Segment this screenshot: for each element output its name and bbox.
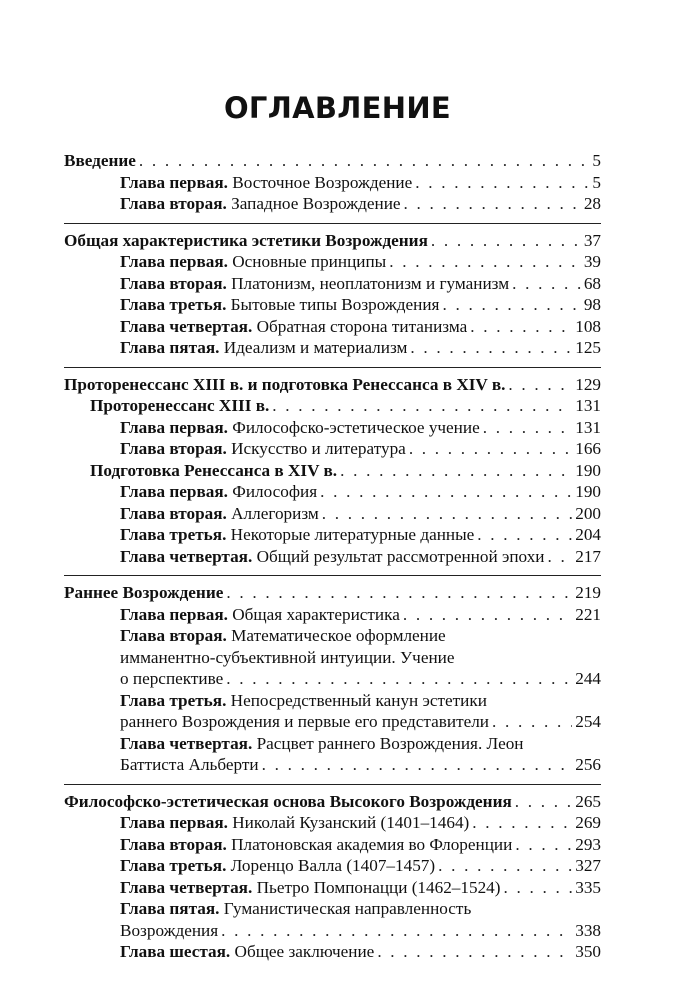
- toc-entry-bold: Глава вторая.: [120, 194, 227, 213]
- toc-page-number: 219: [575, 583, 601, 602]
- toc-entry-line: [64, 754, 601, 776]
- dot-leader: [515, 791, 572, 813]
- toc-entry-line: [64, 230, 601, 252]
- dot-leader: [470, 316, 572, 338]
- toc-page-number: 254: [575, 712, 601, 731]
- toc-entry-line: [64, 898, 601, 920]
- dot-leader: [262, 754, 573, 776]
- toc-page-number: 335: [575, 877, 601, 897]
- toc-entry-line: [64, 791, 601, 813]
- toc-entry-bold: Глава четвертая.: [120, 877, 253, 897]
- table-of-contents: [64, 150, 601, 971]
- toc-entry-bold: Глава третья.: [120, 295, 227, 314]
- toc-entry-label: [90, 460, 337, 482]
- toc-entry-line: [64, 733, 601, 755]
- toc-entry-text: Обратная сторона титанизма: [252, 316, 468, 336]
- toc-entry-label: [120, 877, 501, 899]
- toc-page-number: 166: [575, 439, 601, 458]
- dot-leader: [492, 711, 572, 733]
- toc-entry-line: [64, 690, 601, 712]
- toc-entry-text: Некоторые литературные данные: [226, 525, 475, 544]
- toc-entry-line: [64, 711, 601, 733]
- toc-page-number: 68: [583, 273, 601, 293]
- toc-entry-text: Непосредственный канун эстетики: [226, 690, 487, 710]
- toc-page-number: 129: [575, 374, 601, 394]
- toc-entry-line: [64, 150, 601, 172]
- toc-entry-bold: Глава пятая.: [120, 899, 220, 918]
- toc-entry-bold: Философско-эстетическая основа Высокого Возрождения: [64, 791, 512, 811]
- dot-leader: [483, 417, 573, 439]
- toc-entry-line: [64, 273, 601, 295]
- toc-entry-line: [64, 337, 601, 359]
- toc-entry-label: [120, 546, 545, 568]
- dot-leader: [504, 877, 573, 899]
- toc-entry-bold: Глава третья.: [120, 525, 227, 544]
- toc-page-number: 125: [575, 338, 601, 357]
- dot-leader: [410, 337, 572, 359]
- toc-entry-line: [64, 941, 601, 963]
- toc-entry-label: [120, 438, 406, 460]
- toc-entry-bold: Глава четвертая.: [120, 546, 253, 566]
- toc-entry-label: [64, 150, 136, 172]
- toc-page-number: 221: [575, 604, 601, 624]
- dot-leader: [438, 855, 572, 877]
- toc-page-number: 269: [575, 813, 601, 832]
- toc-entry-line: [64, 294, 601, 316]
- toc-page-number: 338: [575, 920, 601, 940]
- toc-entry-line: [64, 546, 601, 568]
- toc-entry-line: [64, 647, 601, 669]
- toc-entry-text: Общее заключение: [230, 942, 375, 961]
- dot-leader: [477, 524, 572, 546]
- toc-entry-bold: Подготовка Ренессанса в XIV в.: [90, 460, 338, 480]
- toc-entry-text: Гуманистическая направленность: [219, 899, 472, 918]
- toc-entry-label: [64, 791, 512, 813]
- toc-entry-line: [64, 920, 601, 942]
- toc-entry-bold: Общая характеристика эстетики Возрождения: [64, 230, 428, 250]
- toc-page-number: 39: [583, 252, 601, 271]
- toc-entry-bold: Глава первая.: [120, 172, 228, 192]
- toc-entry-label: [64, 230, 428, 252]
- toc-entry-text: Пьетро Помпонацци (1462–1524): [252, 877, 501, 897]
- toc-entry-bold: Проторенессанс XIII в. и подготовка Ренессанса в XIV в.: [64, 374, 506, 394]
- toc-entry-line: [64, 438, 601, 460]
- toc-entry-line: [64, 812, 601, 834]
- toc-page-number: 265: [575, 791, 601, 811]
- dot-leader: [389, 251, 581, 273]
- toc-entry-label: [120, 251, 386, 273]
- toc-entry-continuation: раннего Возрождения и первые его представители: [120, 712, 490, 731]
- toc-page-number: 131: [575, 417, 601, 437]
- toc-entry-bold: Глава вторая.: [120, 439, 227, 458]
- toc-entry-text: Основные принципы: [227, 252, 387, 271]
- toc-entry-label: [120, 711, 489, 733]
- toc-entry-text: Философия: [227, 482, 318, 501]
- toc-entry-continuation: о перспективе: [120, 669, 224, 688]
- toc-section: [64, 367, 601, 576]
- toc-page-number: 256: [575, 755, 601, 774]
- toc-entry-line: [64, 251, 601, 273]
- toc-section: [64, 223, 601, 367]
- dot-leader: [139, 150, 588, 172]
- dot-leader: [512, 273, 581, 295]
- dot-leader: [272, 395, 572, 417]
- toc-entry-continuation: Возрождения: [120, 920, 219, 940]
- toc-entry-bold: Глава шестая.: [120, 942, 231, 961]
- toc-entry-text: Искусство и литература: [226, 439, 406, 458]
- toc-entry-label: [120, 481, 317, 503]
- dot-leader: [226, 582, 572, 604]
- toc-entry-label: [120, 899, 471, 918]
- toc-entry-bold: Глава вторая.: [120, 626, 227, 645]
- toc-entry-bold: Глава вторая.: [120, 503, 227, 523]
- toc-entry-text: Восточное Возрождение: [227, 172, 413, 192]
- toc-page-number: 98: [583, 295, 601, 314]
- toc-entry-line: [64, 855, 601, 877]
- toc-entry-line: [64, 503, 601, 525]
- toc-entry-bold: Глава четвертая.: [120, 316, 253, 336]
- toc-page-number: 37: [583, 230, 601, 250]
- toc-page-number: 5: [592, 172, 601, 192]
- toc-page-number: 28: [583, 194, 601, 213]
- toc-page-number: 108: [575, 316, 601, 336]
- dot-leader: [442, 294, 580, 316]
- toc-entry-label: [120, 172, 412, 194]
- toc-entry-line: [64, 417, 601, 439]
- toc-entry-label: [120, 920, 218, 942]
- toc-entry-line: [64, 193, 601, 215]
- toc-entry-label: [120, 812, 469, 834]
- dot-leader: [226, 668, 572, 690]
- toc-entry-label: [120, 668, 223, 690]
- toc-entry-label: [120, 193, 401, 215]
- toc-entry-label: [120, 294, 439, 316]
- toc-entry-line: [64, 481, 601, 503]
- toc-entry-label: [120, 941, 374, 963]
- toc-entry-label: [120, 316, 467, 338]
- toc-section: [64, 575, 601, 784]
- toc-entry-text: Западное Возрождение: [226, 194, 401, 213]
- toc-entry-text: Идеализм и материализм: [219, 338, 408, 357]
- dot-leader: [377, 941, 572, 963]
- toc-entry-line: [64, 582, 601, 604]
- toc-entry-text: Лоренцо Валла (1407–1457): [226, 856, 436, 875]
- toc-entry-text: Аллегоризм: [226, 503, 319, 523]
- toc-entry-label: [120, 626, 446, 645]
- toc-entry-line: [64, 172, 601, 194]
- toc-entry-text: Математическое оформление: [226, 626, 446, 645]
- toc-entry-label: [120, 834, 512, 856]
- toc-entry-text: Платонизм, неоплатонизм и гуманизм: [226, 273, 510, 293]
- toc-page-number: 190: [575, 460, 601, 480]
- toc-entry-bold: Глава первая.: [120, 252, 228, 271]
- toc-entry-line: [64, 834, 601, 856]
- toc-entry-text: Расцвет раннего Возрождения. Леон: [252, 733, 524, 753]
- toc-entry-bold: Введение: [64, 151, 136, 170]
- toc-entry-bold: Глава третья.: [120, 856, 227, 875]
- dot-leader: [404, 193, 581, 215]
- toc-entry-bold: Глава первая.: [120, 482, 228, 501]
- toc-entry-label: [120, 273, 509, 295]
- toc-entry-bold: Глава вторая.: [120, 273, 227, 293]
- dot-leader: [221, 920, 572, 942]
- toc-page-number: 244: [575, 669, 601, 688]
- toc-entry-line: [64, 668, 601, 690]
- toc-entry-label: [120, 648, 454, 667]
- toc-page-number: 327: [575, 856, 601, 875]
- toc-entry-bold: Глава первая.: [120, 417, 228, 437]
- toc-entry-label: [120, 691, 487, 710]
- toc-page-number: 131: [575, 396, 601, 415]
- toc-page-number: 5: [592, 151, 601, 170]
- dot-leader: [403, 604, 572, 626]
- toc-page-number: 204: [575, 525, 601, 544]
- toc-entry-line: [64, 625, 601, 647]
- toc-entry-label: [64, 374, 505, 396]
- toc-entry-line: [64, 460, 601, 482]
- toc-entry-label: [120, 754, 259, 776]
- toc-entry-label: [120, 417, 480, 439]
- toc-entry-text: Бытовые типы Возрождения: [226, 295, 440, 314]
- toc-entry-bold: Глава четвертая.: [120, 733, 253, 753]
- dot-leader: [409, 438, 572, 460]
- toc-page-number: 350: [575, 942, 601, 961]
- toc-entry-label: [120, 503, 319, 525]
- toc-entry-line: [64, 395, 601, 417]
- toc-entry-label: [120, 604, 400, 626]
- toc-entry-text: Общая характеристика: [227, 604, 400, 624]
- toc-entry-line: [64, 604, 601, 626]
- dot-leader: [508, 374, 572, 396]
- toc-entry-text: Общий результат рассмотренной эпохи: [252, 546, 545, 566]
- dot-leader: [515, 834, 572, 856]
- toc-page-number: 190: [575, 482, 601, 501]
- toc-entry-line: [64, 316, 601, 338]
- toc-page-number: 217: [575, 546, 601, 566]
- toc-entry-label: [64, 582, 223, 604]
- page-title: ОГЛАВЛЕНИЕ: [223, 91, 451, 125]
- toc-entry-label: [120, 855, 435, 877]
- toc-entry-bold: Глава вторая.: [120, 834, 227, 854]
- toc-entry-label: [120, 734, 524, 753]
- toc-entry-label: [120, 524, 474, 546]
- toc-entry-text: Николай Кузанский (1401–1464): [227, 813, 470, 832]
- toc-entry-bold: Глава пятая.: [120, 338, 220, 357]
- dot-leader: [472, 812, 572, 834]
- toc-section: [64, 784, 601, 971]
- toc-entry-continuation: имманентно-субъективной интуиции. Учение: [120, 647, 455, 667]
- toc-entry-label: [120, 337, 407, 359]
- dot-leader: [548, 546, 573, 568]
- toc-entry-bold: Проторенессанс XIII в.: [90, 396, 270, 415]
- dot-leader: [340, 460, 572, 482]
- toc-entry-label: [90, 395, 269, 417]
- toc-entry-bold: Глава третья.: [120, 690, 227, 710]
- toc-entry-text: Философско-эстетическое учение: [227, 417, 480, 437]
- toc-entry-line: [64, 877, 601, 899]
- dot-leader: [415, 172, 588, 194]
- toc-entry-line: [64, 524, 601, 546]
- dot-leader: [322, 503, 572, 525]
- toc-entry-line: [64, 374, 601, 396]
- toc-section: [64, 150, 601, 223]
- toc-page-number: 200: [575, 503, 601, 523]
- toc-page-number: 293: [575, 834, 601, 854]
- toc-entry-bold: Раннее Возрождение: [64, 583, 224, 602]
- dot-leader: [431, 230, 581, 252]
- toc-entry-bold: Глава первая.: [120, 604, 228, 624]
- toc-entry-bold: Глава первая.: [120, 813, 228, 832]
- toc-entry-text: Платоновская академия во Флоренции: [226, 834, 513, 854]
- dot-leader: [320, 481, 572, 503]
- toc-entry-continuation: Баттиста Альберти: [120, 755, 259, 774]
